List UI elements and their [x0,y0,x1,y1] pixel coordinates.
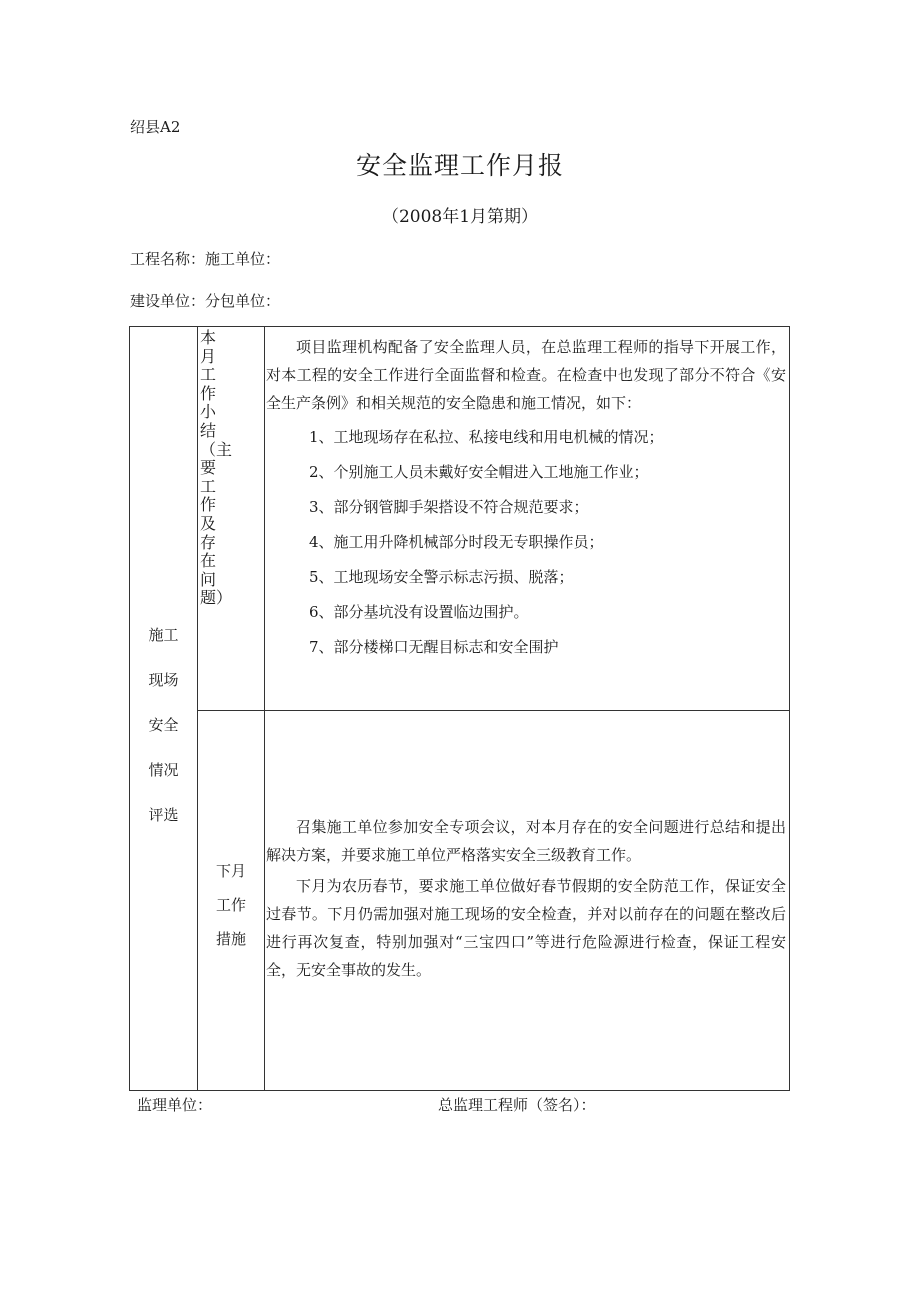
issue-item: 6、部分基坑没有设置临边围护。 [309,603,529,621]
summary-label: 本月工作小结（主要工作及存在问题） [200,328,233,608]
page-title: 安全监理工作月报 [355,151,564,180]
summary-content [266,333,786,665]
category-label-line: 施工 [148,626,179,644]
issue-item: 7、部分楼梯口无醒目标志和安全围护 [309,638,559,656]
category-label-line: 安全 [148,716,179,734]
report-period: （2008年1月第期） [381,207,539,227]
chief-engineer-signature-label: 总监理工程师（签名）： [438,1096,596,1114]
next-month-content [266,813,786,984]
category-label-line: 现场 [148,671,179,689]
issue-item: 4、施工用升降机械部分时段无专职操作员； [309,533,604,551]
column-divider [197,327,198,1090]
column-divider [264,327,265,1090]
issue-item: 2、个别施工人员未戴好安全帽进入工地施工作业； [309,463,649,481]
next-month-paragraph: 下月为农历春节，要求施工单位做好春节假期的安全防范工作，保证安全过春节。下月仍需加强对施工现场的安全检查，并对以前存在的问题在整改后进行再次复查，特别加强对“三宝四口”等进行危险源进行检查，保证工程安全，无安全事故的发生。 [266,877,786,979]
category-label-line: 情况 [148,761,179,779]
next-month-label-line: 措施 [215,930,246,948]
next-month-label-line: 下月 [215,862,246,880]
report-table [129,326,790,1091]
row-divider [197,710,789,711]
issue-item: 1、工地现场存在私拉、私接电线和用电机械的情况； [309,428,664,446]
summary-intro: 项目监理机构配备了安全监理人员，在总监理工程师的指导下开展工作，对本工程的安全工作进行全面监督和检查。在检查中也发现了部分不符合《安全生产条例》和相关规范的安全隐患和施工情况，如下： [266,338,786,412]
project-info-line: 工程名称：施工单位： [130,250,281,268]
issue-item: 3、部分钢管脚手架搭设不符合规范要求； [309,498,589,516]
owner-info-line: 建设单位：分包单位： [130,292,281,310]
issue-item: 5、工地现场安全警示标志污损、脱落； [309,568,574,586]
supervisor-unit-label: 监理单位： [137,1096,213,1114]
category-label [130,613,197,838]
category-label-line: 评选 [148,806,179,824]
next-month-paragraph: 召集施工单位参加安全专项会议，对本月存在的安全问题进行总结和提出解决方案，并要求施工单位严格落实安全三级教育工作。 [266,818,786,864]
form-code: 绍县A2 [130,118,181,136]
next-month-label-line: 工作 [215,896,246,914]
next-month-label [198,854,264,956]
